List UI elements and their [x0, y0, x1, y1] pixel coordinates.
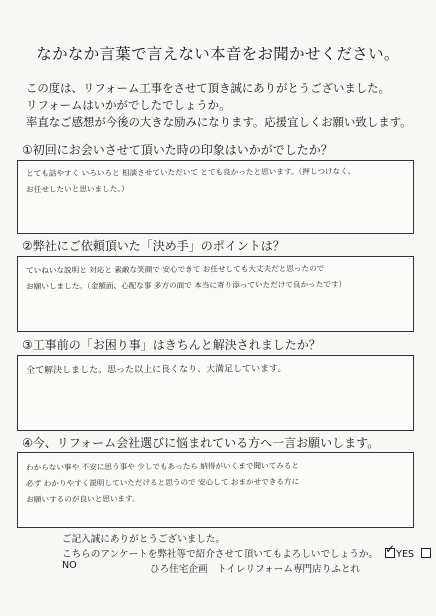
- answer-line: とても話やすく いろいろと 相談させていただいて とても良かったと思います。（押しつけなく、: [26, 166, 356, 178]
- answer-line: ていねいな説明と 対応と 素敵な笑顔で 安心できて お任せしても大丈夫だと思ったので: [26, 263, 325, 275]
- question-1-label: ①初回にお会いさせて頂いた時の印象はいかがでしたか？: [22, 143, 333, 157]
- answer-line: わからない事や 不安に思う事や 少しでもあったら 納得がいくまで聞いてみると: [26, 461, 300, 472]
- intro-line: リフォームはいかがでしたでしょうか。: [26, 98, 231, 112]
- answer-1: [26, 164, 355, 198]
- intro-line: この度は、リフォーム工事をさせて頂き誠にありがとうございました。: [26, 81, 390, 95]
- answer-line: お願いしました。（金額面、心配な事 多方の面で 本当に寄り添っていただけて良かったです）: [26, 279, 347, 291]
- answer-line: 全て解決しました。思った以上に良くなり、大満足しています。: [26, 364, 287, 376]
- page-title: なかなか言葉で言えない本音をお聞かせください。: [36, 45, 400, 63]
- question-2-label: ②弊社にご依頼頂いた「決め手」のポイントは？: [22, 239, 285, 253]
- answer-line: 必ず わかりやすく説明していただけると思うので 安心して おまかせできる方に: [26, 477, 300, 488]
- answer-4: [26, 458, 299, 508]
- company-name: ひろ住宅企画 トイレリフォーム専門店りふとれ: [150, 564, 361, 575]
- answer-line: お任せしたいと思いました。）: [26, 184, 129, 194]
- thanks-text: ご記入誠にありがとうございました。: [62, 534, 226, 545]
- answer-line: お願いするのが良いと思います。: [26, 494, 140, 504]
- yes-checkbox[interactable]: [385, 542, 396, 558]
- consent-question: こちらのアンケートを弊社等で紹介させて頂いてもよろしいでしょうか。: [62, 549, 379, 560]
- answer-3: [26, 361, 286, 379]
- yes-label: YES: [396, 549, 415, 560]
- question-3-label: ③工事前の「お困り事」はきちんと解決されましたか？: [22, 338, 321, 352]
- no-checkbox[interactable]: [421, 548, 431, 558]
- answer-2: [26, 261, 346, 295]
- no-label: NO: [62, 560, 77, 571]
- check-mark-icon: ✓: [385, 542, 396, 556]
- question-4-label: ④今、リフォーム会社選びに悩まれている方へ一言お願いします。: [22, 436, 380, 450]
- intro-line: 率直なご感想が今後の大きな励みになります。応援宜しくお願い致します。: [26, 115, 412, 129]
- intro-text: [26, 80, 411, 131]
